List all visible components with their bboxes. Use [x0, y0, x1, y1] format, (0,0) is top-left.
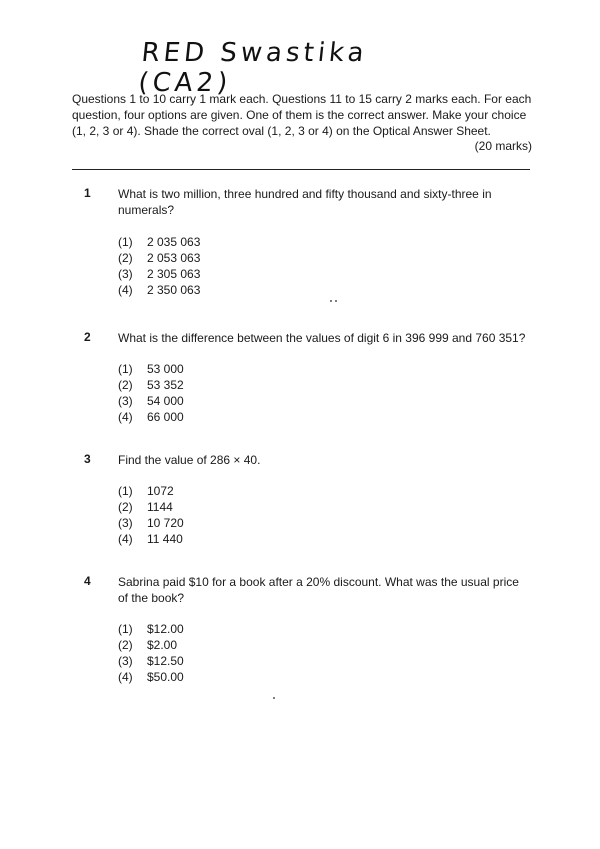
option-3 [118, 393, 184, 409]
option-2 [118, 377, 184, 393]
total-marks: (20 marks) [474, 139, 532, 153]
question-text: What is two million, three hundred and fifty thousand and sixty-three in numerals? [118, 187, 492, 217]
option-4 [118, 669, 184, 685]
option-label: (1) [118, 362, 133, 376]
option-label: (1) [118, 235, 133, 249]
option-1 [118, 621, 184, 637]
option-3 [118, 653, 184, 669]
question-text: Find the value of 286 × 40. [118, 453, 261, 467]
option-2 [118, 499, 184, 515]
options-list [118, 234, 200, 298]
option-value: 54 000 [147, 394, 184, 408]
option-value: 53 000 [147, 362, 184, 376]
option-label: (2) [118, 251, 133, 265]
option-value: 1072 [147, 484, 174, 498]
option-3 [118, 515, 184, 531]
option-value: $50.00 [147, 670, 184, 684]
question-number: 1 [84, 186, 91, 200]
option-label: (4) [118, 532, 133, 546]
option-label: (4) [118, 670, 133, 684]
option-label: (3) [118, 654, 133, 668]
option-1 [118, 361, 184, 377]
option-value: 10 720 [147, 516, 184, 530]
option-label: (3) [118, 267, 133, 281]
option-value: 2 053 063 [147, 251, 201, 265]
question-number: 3 [84, 452, 91, 466]
option-label: (4) [118, 283, 133, 297]
option-label: (2) [118, 500, 133, 514]
option-2 [118, 637, 184, 653]
option-value: 2 305 063 [147, 267, 201, 281]
option-3 [118, 266, 200, 282]
question-text: What is the difference between the values of digit 6 in 396 999 and 760 351? [118, 331, 526, 345]
option-4 [118, 282, 200, 298]
options-list [118, 361, 184, 425]
instructions: Questions 1 to 10 carry 1 mark each. Questions 11 to 15 carry 2 marks each. For each question, four options are given. One of them is the correct answer. Make your choice (1, 2, 3 or 4). Shade the correct oval (1, 2, 3 or 4) on the Optical Answer Sheet. [72, 92, 532, 138]
option-4 [118, 409, 184, 425]
option-value: 2 350 063 [147, 283, 201, 297]
option-label: (4) [118, 410, 133, 424]
option-value: $2.00 [147, 638, 178, 652]
option-value: 2 035 063 [147, 235, 201, 249]
options-list [118, 621, 184, 685]
scan-speck [273, 697, 275, 699]
question-text: Sabrina paid $10 for a book after a 20% discount. What was the usual price of the book? [118, 575, 519, 605]
option-label: (3) [118, 516, 133, 530]
option-2 [118, 250, 200, 266]
option-label: (2) [118, 378, 133, 392]
option-1 [118, 234, 200, 250]
options-list [118, 483, 184, 547]
option-value: $12.50 [147, 654, 184, 668]
option-label: (1) [118, 622, 133, 636]
option-value: $12.00 [147, 622, 184, 636]
option-value: 66 000 [147, 410, 184, 424]
option-value: 11 440 [147, 532, 183, 546]
scan-speck [330, 300, 332, 302]
divider [72, 169, 530, 170]
scan-speck [335, 300, 337, 302]
option-label: (2) [118, 638, 133, 652]
question-number: 2 [84, 330, 91, 344]
option-value: 1144 [147, 500, 173, 514]
question-number: 4 [84, 574, 91, 588]
option-4 [118, 531, 184, 547]
option-1 [118, 483, 184, 499]
option-value: 53 352 [147, 378, 184, 392]
option-label: (1) [118, 484, 133, 498]
option-label: (3) [118, 394, 133, 408]
handwritten-title: RED Swastika (CA2) [136, 38, 370, 98]
